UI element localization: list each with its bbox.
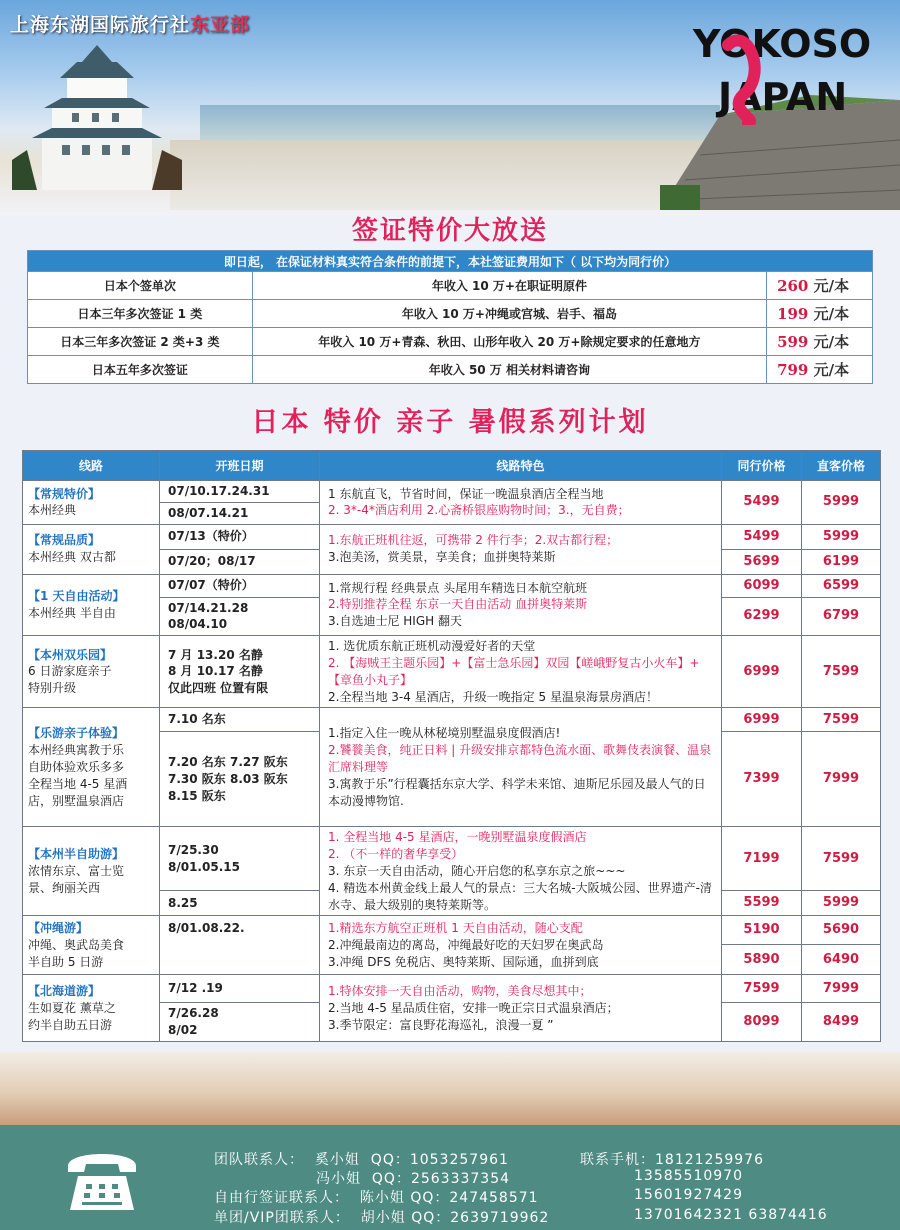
date-cell <box>160 636 320 708</box>
visa-row <box>28 300 873 328</box>
visa-table-header: 即日起， 在保证材料真实符合条件的前提下，本社签证费用如下（ 以下均为同行价） <box>28 251 873 272</box>
route-name: 【本州双乐园】 <box>28 647 113 662</box>
route-cell <box>23 916 160 975</box>
agent-price: 5890 <box>722 945 802 975</box>
feature-line: 1.常规行程 经典景点 头尾用车精选日本航空航班 <box>328 580 588 595</box>
castle-image <box>12 40 182 190</box>
feature-line: 2. （不一样的奢华享受） <box>328 847 464 862</box>
yokoso-japan-logo <box>688 15 888 125</box>
tour-plans-table <box>22 450 881 1042</box>
feature-line: 3.寓教于乐”行程囊括东京大学、科学未来馆、迪斯尼乐园及最人气的日本动漫博物馆. <box>328 776 706 808</box>
contact-line-2: 冯小姐 QQ：2563337354 <box>316 1171 511 1187</box>
date-cell: 07/20；08/17 <box>160 549 320 574</box>
feature-line: 3. 东京一天自由活动，随心开启您的私享东京之旅~~~ <box>328 863 626 878</box>
date-line: 8.15 阪东 <box>168 788 226 803</box>
section-title: 日本 特价 亲子 暑假系列计划 <box>251 407 649 438</box>
table-row <box>23 524 881 549</box>
telephone-icon <box>62 1140 142 1220</box>
visa-price <box>767 272 873 300</box>
agent-price: 5499 <box>722 481 802 525</box>
date-line: 7.20 名东 7.27 阪东 <box>168 755 288 770</box>
date-cell: 8/01.08.22. <box>160 916 320 975</box>
retail-price: 5999 <box>802 524 881 549</box>
route-sub: 6 日游家庭亲子 <box>28 664 112 679</box>
table-row <box>23 827 881 891</box>
features-cell <box>320 481 722 525</box>
visa-price-value: 260 <box>777 277 809 295</box>
visa-price-value: 199 <box>777 305 809 323</box>
visa-requirement: 年收入 10 万+冲绳或宫城、岩手、福岛 <box>252 300 766 328</box>
agency-name <box>10 10 250 37</box>
date-cell: 7.10 名东 <box>160 708 320 732</box>
agent-price: 8099 <box>722 1003 802 1042</box>
route-cell <box>23 524 160 574</box>
retail-price: 6199 <box>802 549 881 574</box>
table-row <box>23 916 881 945</box>
date-cell: 07/10.17.24.31 <box>160 481 320 503</box>
route-name: 【1 天自由活动】 <box>28 589 125 604</box>
route-cell <box>23 636 160 708</box>
date-line: 8/01.05.15 <box>168 859 240 874</box>
retail-price: 8499 <box>802 1003 881 1042</box>
agent-price: 5699 <box>722 549 802 574</box>
feature-line: 3.泡美汤，赏美景，享美食；血拼奥特莱斯 <box>328 550 556 565</box>
route-cell <box>23 827 160 916</box>
route-name: 【本州半自助游】 <box>28 847 125 862</box>
contact-mobile-1: 联系手机：18121259976 <box>580 1152 764 1168</box>
feature-line: 2.冲绳最南边的离岛，冲绳最好吃的天妇罗在奥武岛 <box>328 937 604 952</box>
retail-price: 7999 <box>802 732 881 827</box>
route-sub: 自助体验欢乐多多 <box>28 759 125 774</box>
header-route: 线路 <box>23 451 160 481</box>
visa-requirement: 年收入 50 万 相关材料请咨询 <box>252 356 766 384</box>
feature-line: 2. 3*-4*酒店利用 2.心斋桥银座购物时间；3.，无自费； <box>328 503 630 518</box>
agent-price: 6999 <box>722 636 802 708</box>
route-name: 【乐游亲子体验】 <box>28 726 125 741</box>
route-name: 【常规品质】 <box>28 533 101 548</box>
route-sub: 本州经典 <box>28 503 77 518</box>
route-sub: 特别升级 <box>28 681 77 696</box>
visa-price <box>767 356 873 384</box>
feature-line: 1.东航正班机往返，可携带 2 件行李；2.双古都行程； <box>328 533 619 548</box>
visa-row <box>28 356 873 384</box>
visa-price-unit: 元/本 <box>813 305 850 323</box>
visa-type: 日本三年多次签证 1 类 <box>28 300 253 328</box>
route-cell <box>23 574 160 636</box>
agent-price: 5190 <box>722 916 802 945</box>
visa-requirement: 年收入 10 万+在职证明原件 <box>252 272 766 300</box>
contact-line-4: 单团/VIP团联系人： 胡小姐 QQ：2639719962 <box>214 1210 550 1226</box>
date-line: 7.30 阪东 8.03 阪东 <box>168 771 288 786</box>
retail-price: 5999 <box>802 891 881 916</box>
route-sub: 浓情东京、富士览 <box>28 863 125 878</box>
visa-price <box>767 300 873 328</box>
feature-line: 3.冲绳 DFS 免税店、奥特莱斯、国际通，血拼到底 <box>328 954 599 969</box>
logo-text-line1: YOKOSO <box>693 22 872 66</box>
retail-price: 6490 <box>802 945 881 975</box>
date-cell <box>160 597 320 636</box>
agent-price: 7199 <box>722 827 802 891</box>
header-dates: 开班日期 <box>160 451 320 481</box>
features-cell <box>320 636 722 708</box>
logo-text-line2: JAPAN <box>718 75 848 119</box>
feature-line: 3.季节限定：富良野花海巡礼，浪漫一夏 ” <box>328 1017 554 1032</box>
feature-line: 1. 全程当地 4-5 星酒店，一晚别墅温泉度假酒店 <box>328 830 587 845</box>
visa-row <box>28 272 873 300</box>
date-line: 仅此四班 位置有限 <box>168 681 269 696</box>
retail-price: 7599 <box>802 708 881 732</box>
date-line: 7/25.30 <box>168 842 219 857</box>
visa-price-value: 799 <box>777 361 809 379</box>
table-row <box>23 975 881 1003</box>
route-sub: 本州经典 半自由 <box>28 605 116 620</box>
date-cell: 8.25 <box>160 891 320 916</box>
route-sub: 本州经典 双古都 <box>28 550 116 565</box>
features-cell <box>320 708 722 827</box>
banner-title: 签证特价大放送 <box>351 216 548 246</box>
features-cell <box>320 524 722 574</box>
route-sub: 半自助 5 日游 <box>28 954 104 969</box>
date-cell <box>160 827 320 891</box>
visa-price-table <box>27 250 873 384</box>
contact-mobile-4: 13701642321 63874416 <box>634 1207 828 1223</box>
agent-price: 7399 <box>722 732 802 827</box>
retail-price: 5999 <box>802 481 881 525</box>
agent-price: 6999 <box>722 708 802 732</box>
retail-price: 7999 <box>802 975 881 1003</box>
route-sub: 全程当地 4-5 星酒 <box>28 776 128 791</box>
contact-mobile-2: 13585510970 <box>634 1168 743 1184</box>
contact-line-1: 团队联系人： 奚小姐 QQ：1053257961 <box>214 1152 509 1168</box>
table-row <box>23 574 881 597</box>
feature-line: 2.饕餮美食，纯正日料 | 升级安排京都特色流水面、歌舞伎表演餐、温泉汇席料理等 <box>328 743 712 774</box>
visa-price-value: 599 <box>777 333 809 351</box>
route-sub: 店，别墅温泉酒店 <box>28 793 125 808</box>
route-sub: 约半自助五日游 <box>28 1017 113 1032</box>
agent-price: 7599 <box>722 975 802 1003</box>
header-features: 线路特色 <box>320 451 722 481</box>
feature-line: 1.精选东方航空正班机 1 天自由活动，随心支配 <box>328 921 583 936</box>
feature-line: 3.自选迪士尼 HIGH 翻天 <box>328 614 462 629</box>
retail-price: 6799 <box>802 597 881 636</box>
table-row <box>23 636 881 708</box>
agency-title: 上海东湖国际旅行社 <box>10 14 191 36</box>
visa-row <box>28 328 873 356</box>
retail-price: 6599 <box>802 574 881 597</box>
date-cell <box>160 732 320 827</box>
features-cell <box>320 975 722 1042</box>
table-row <box>23 708 881 732</box>
route-name: 【冲绳游】 <box>28 921 89 936</box>
date-cell <box>160 1003 320 1042</box>
contact-line-3: 自由行签证联系人： 陈小姐 QQ：247458571 <box>214 1190 539 1206</box>
feature-line: 2.全程当地 3-4 星酒店，升级一晚指定 5 星温泉海景房酒店！ <box>328 689 658 704</box>
feature-line: 1.指定入住一晚从林秘境别墅温泉度假酒店! <box>328 726 561 741</box>
features-cell <box>320 574 722 636</box>
visa-price-unit: 元/本 <box>813 277 850 295</box>
retail-price: 5690 <box>802 916 881 945</box>
header-retail-price: 直客价格 <box>802 451 881 481</box>
retail-price: 7599 <box>802 827 881 891</box>
visa-type: 日本个签单次 <box>28 272 253 300</box>
feature-line: 2. 【海贼王主题乐园】+【富士急乐园】双园【嵯峨野复古小火车】+【章鱼小丸子】 <box>328 655 700 687</box>
route-cell <box>23 481 160 525</box>
date-cell: 7/12 .19 <box>160 975 320 1003</box>
date-cell: 08/07.14.21 <box>160 502 320 524</box>
visa-price <box>767 328 873 356</box>
date-line: 8/02 <box>168 1023 198 1038</box>
agent-price: 5499 <box>722 524 802 549</box>
date-line: 08/04.10 <box>168 617 228 632</box>
visa-price-unit: 元/本 <box>813 333 850 351</box>
date-line: 7 月 13.20 名静 <box>168 647 263 662</box>
plans-header-row <box>23 451 881 481</box>
agent-price: 5599 <box>722 891 802 916</box>
date-line: 7/26.28 <box>168 1006 219 1021</box>
date-cell: 07/13（特价） <box>160 524 320 549</box>
route-name: 【常规特价】 <box>28 486 101 501</box>
agent-price: 6299 <box>722 597 802 636</box>
route-sub: 本州经典寓教于乐 <box>28 743 125 758</box>
route-sub: 生如夏花 薰草之 <box>28 1000 116 1015</box>
visa-requirement: 年收入 10 万+青森、秋田、山形年收入 20 万+除规定要求的任意地方 <box>252 328 766 356</box>
beach-scenery <box>170 140 730 210</box>
header-agent-price: 同行价格 <box>722 451 802 481</box>
features-cell <box>320 916 722 975</box>
feature-line: 2.特别推荐全程 东京一天自由活动 血拼奥特莱斯 <box>328 597 588 612</box>
visa-type: 日本三年多次签证 2 类+3 类 <box>28 328 253 356</box>
route-cell <box>23 708 160 827</box>
visa-type: 日本五年多次签证 <box>28 356 253 384</box>
feature-line: 1 东航直飞，节省时间，保证一晚温泉酒店全程当地 <box>328 486 604 501</box>
route-name: 【北海道游】 <box>28 983 101 998</box>
visa-price-unit: 元/本 <box>813 361 850 379</box>
retail-price: 7599 <box>802 636 881 708</box>
contact-mobile-3: 15601927429 <box>634 1187 743 1203</box>
date-line: 8 月 10.17 名静 <box>168 664 263 679</box>
table-row <box>23 481 881 503</box>
feature-line: 1.特体安排一天自由活动，购物，美食尽想其中； <box>328 983 592 998</box>
features-cell <box>320 827 722 916</box>
route-sub: 冲绳、奥武岛美食 <box>28 937 125 952</box>
route-cell <box>23 975 160 1042</box>
sea-scenery <box>200 105 720 145</box>
agent-price: 6099 <box>722 574 802 597</box>
feature-line: 4. 精选本州黄金线上最人气的景点：三大名城-大阪城公园、世界遗产-清水寺、最大级别的奥特莱斯等。 <box>328 880 712 912</box>
date-line: 07/14.21.28 <box>168 600 249 615</box>
route-sub: 景、绚丽关西 <box>28 880 101 895</box>
feature-line: 1. 选优质东航正班机动漫爱好者的天堂 <box>328 639 536 654</box>
feature-line: 2.当地 4-5 星品质住宿，安排一晚正宗日式温泉酒店； <box>328 1000 619 1015</box>
agency-department: 东亚部 <box>190 14 251 36</box>
date-cell: 07/07（特价） <box>160 574 320 597</box>
landscape-image <box>0 1052 900 1127</box>
